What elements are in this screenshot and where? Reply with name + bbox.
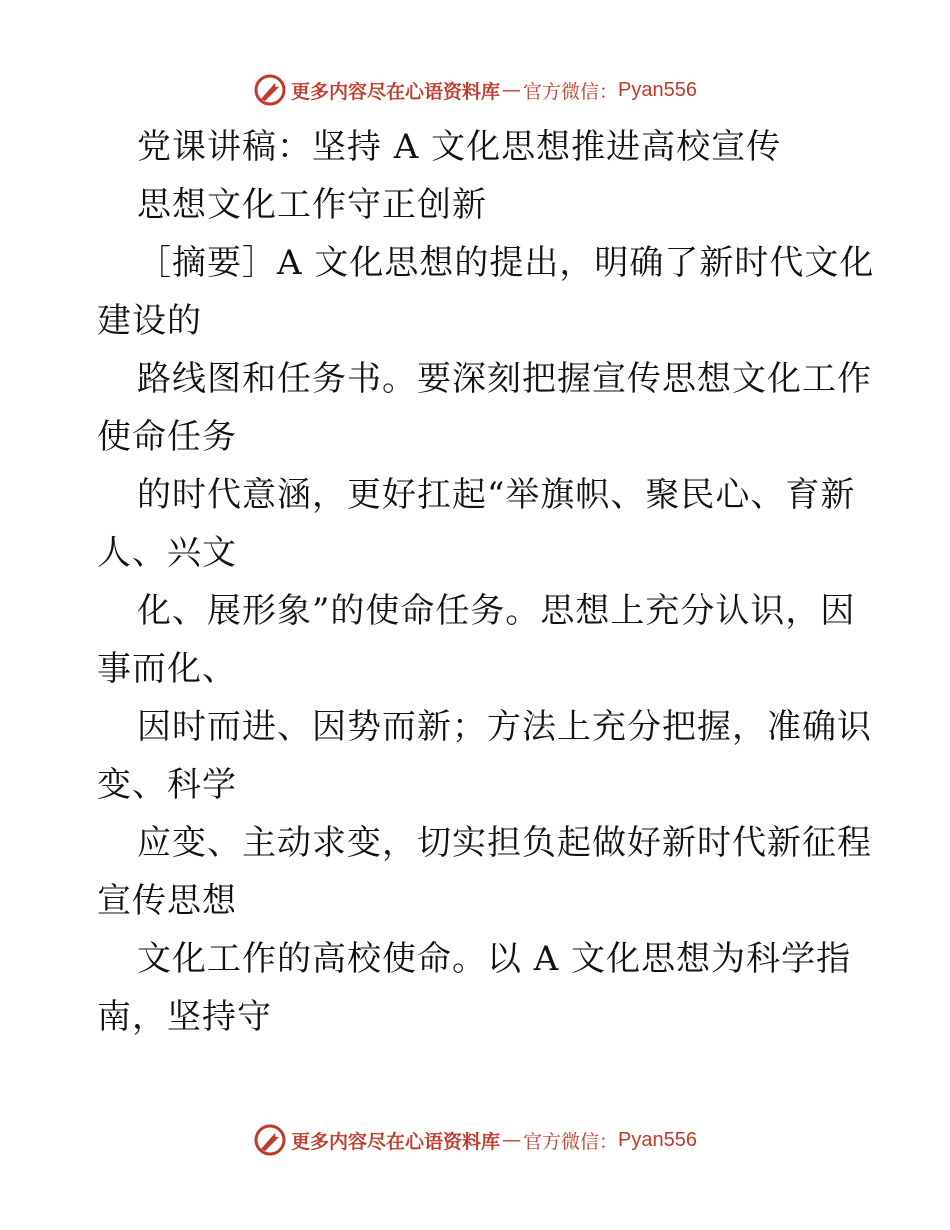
watermark-footer bbox=[0, 1120, 950, 1160]
text-line: 事而化、 bbox=[97, 649, 237, 689]
watermark-wechat-id: Pyan556 bbox=[618, 78, 697, 101]
text-line: 应变、主动求变，切实担负起做好新时代新征程 bbox=[137, 823, 872, 863]
text-line: 的时代意涵，更好扛起“举旗帜、聚民心、育新 bbox=[137, 475, 856, 515]
watermark-label: 官方微信： bbox=[523, 80, 619, 103]
watermark-text: 更多内容尽在心语资料库 bbox=[291, 80, 501, 103]
text-line: 变、科学 bbox=[97, 765, 237, 805]
text-line: 使命任务 bbox=[97, 417, 237, 457]
pen-logo-icon bbox=[253, 73, 287, 107]
text-line: 建设的 bbox=[97, 301, 202, 341]
document-body bbox=[97, 118, 875, 1046]
text-line: 南，坚持守 bbox=[97, 997, 272, 1037]
text-line: 文化工作的高校使命。以 A 文化思想为科学指 bbox=[137, 939, 852, 979]
watermark-text: 更多内容尽在心语资料库 bbox=[291, 1130, 501, 1153]
watermark-separator: — bbox=[502, 79, 522, 101]
text-line: 思想文化工作守正创新 bbox=[137, 185, 487, 225]
text-line: 因时而进、因势而新；方法上充分把握，准确识 bbox=[137, 707, 872, 747]
pen-logo-icon bbox=[253, 1123, 287, 1157]
text-line: ［摘要］A 文化思想的提出，明确了新时代文化 bbox=[137, 243, 875, 283]
watermark-label: 官方微信： bbox=[523, 1130, 619, 1153]
text-line: 党课讲稿：坚持 A 文化思想推进高校宣传 bbox=[137, 127, 782, 167]
text-line: 宣传思想 bbox=[97, 881, 237, 921]
text-line: 化、展形象”的使命任务。思想上充分认识，因 bbox=[137, 591, 856, 631]
text-line: 路线图和任务书。要深刻把握宣传思想文化工作 bbox=[137, 359, 872, 399]
watermark-header bbox=[0, 70, 950, 110]
watermark-wechat-id: Pyan556 bbox=[618, 1128, 697, 1151]
text-line: 人、兴文 bbox=[97, 533, 237, 573]
watermark-separator: — bbox=[502, 1129, 522, 1151]
